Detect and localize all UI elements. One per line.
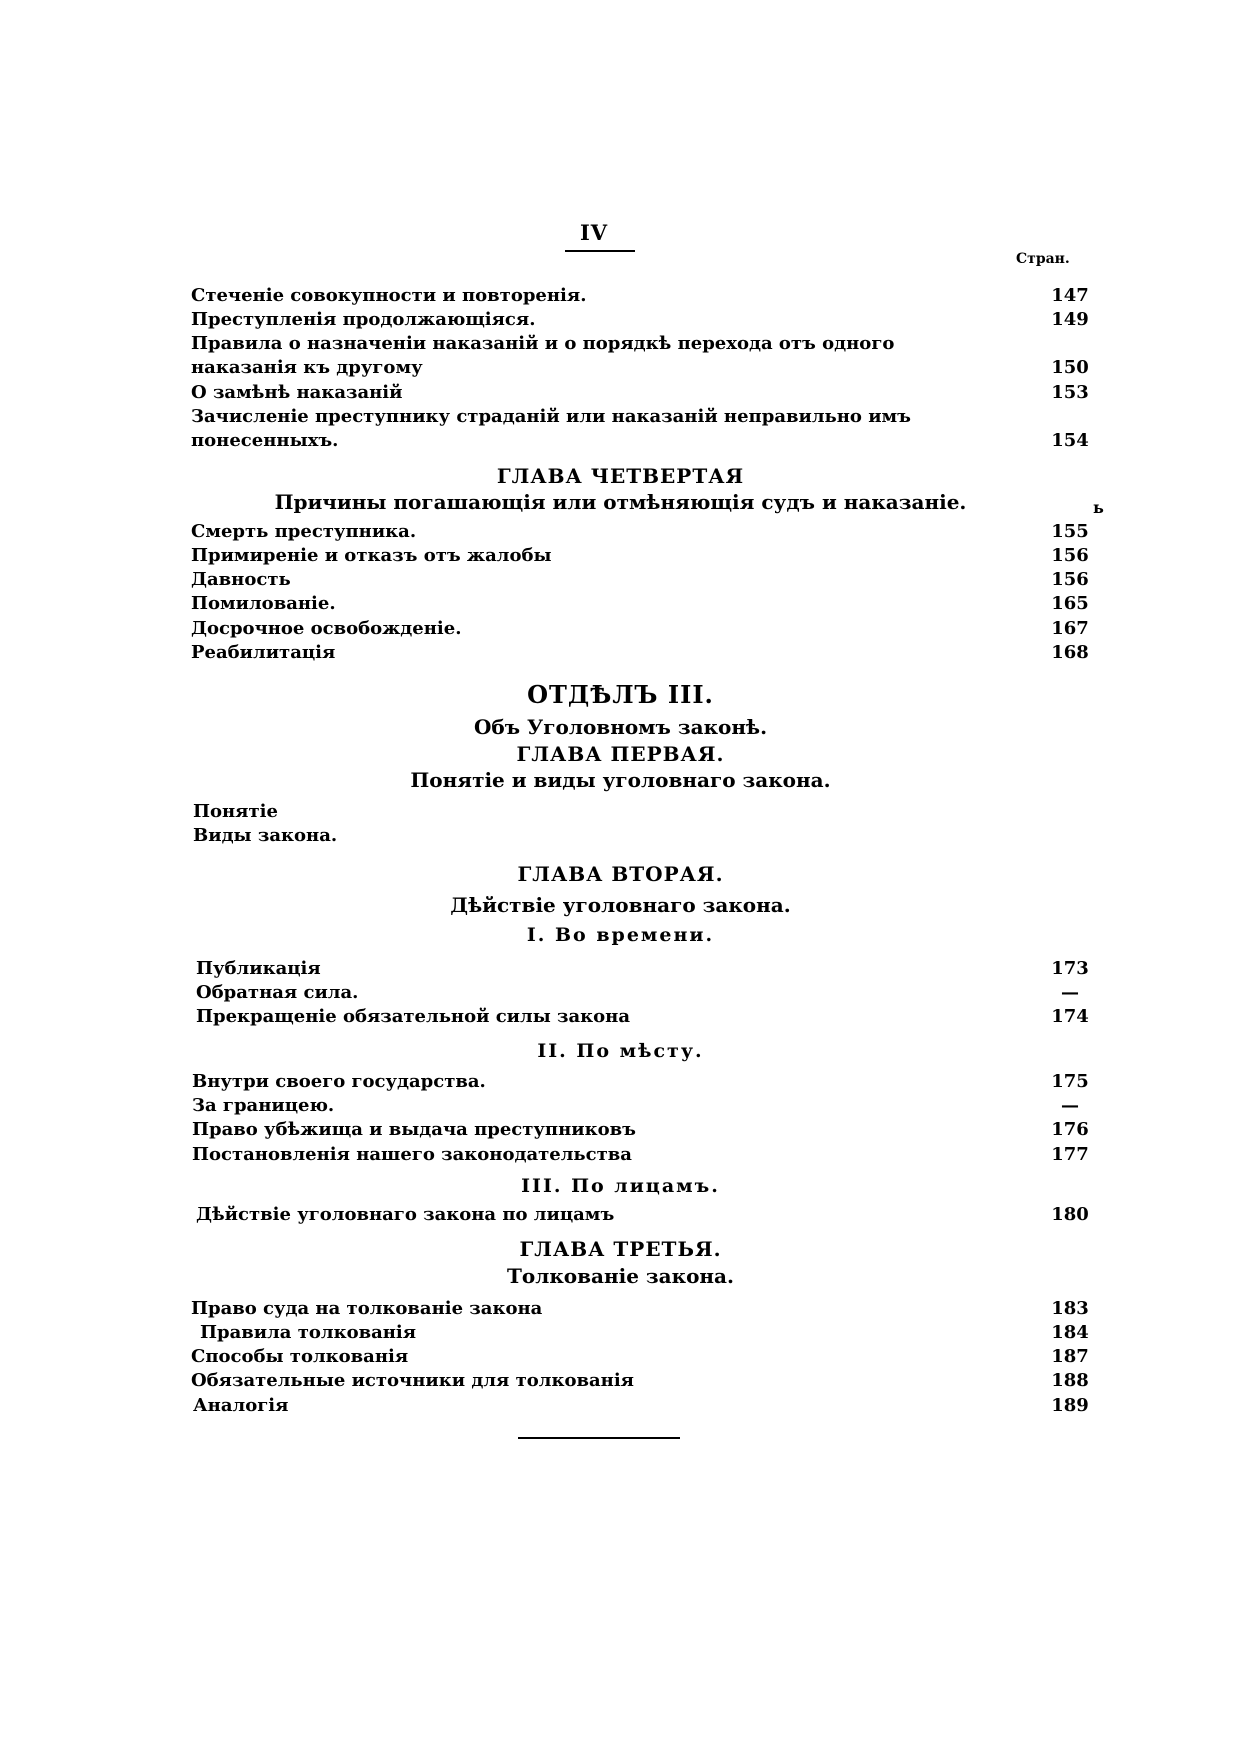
toc-entry-label: Давность bbox=[191, 569, 291, 590]
toc-entry-label: Преступленія продолжающіяся. bbox=[191, 309, 536, 330]
toc-entry bbox=[0, 1297, 1241, 1321]
toc-entry bbox=[0, 824, 1241, 848]
toc-entry-page: 177 bbox=[1051, 1144, 1089, 1165]
toc-entry bbox=[0, 1143, 1241, 1167]
closing-rule bbox=[518, 1437, 680, 1439]
chapter-heading: ГЛАВА ТРЕТЬЯ. bbox=[519, 1237, 722, 1261]
margin-mark: ь bbox=[1093, 498, 1104, 517]
subsection-heading: I. Во времени. bbox=[526, 924, 715, 946]
toc-entry-page: 156 bbox=[1051, 569, 1089, 590]
toc-entry-page: — bbox=[1061, 1095, 1079, 1116]
toc-entry-label: Постановленія нашего законодательства bbox=[192, 1144, 632, 1165]
toc-entry-page: 168 bbox=[1051, 642, 1089, 663]
toc-entry-label: Право убѣжища и выдача преступниковъ bbox=[192, 1119, 636, 1140]
toc-entry bbox=[0, 981, 1241, 1005]
section-subtitle: Объ Уголовномъ законѣ. bbox=[473, 715, 768, 739]
toc-entry bbox=[0, 544, 1241, 568]
toc-entry bbox=[0, 641, 1241, 665]
toc-entry-label: Помилованіе. bbox=[191, 593, 336, 614]
toc-entry-label: наказанія къ другому bbox=[191, 357, 423, 378]
toc-entry bbox=[0, 1094, 1241, 1118]
toc-entry-label: Право суда на толкованіе закона bbox=[191, 1298, 543, 1319]
toc-entry-label: Стеченіе совокупности и повторенія. bbox=[191, 285, 587, 306]
toc-entry-label: Публикація bbox=[196, 958, 321, 979]
toc-entry-label: Досрочное освобожденіе. bbox=[191, 618, 462, 639]
toc-entry bbox=[0, 1118, 1241, 1142]
toc-entry bbox=[0, 356, 1241, 380]
toc-entry bbox=[0, 520, 1241, 544]
toc-entry-label: Примиреніе и отказъ отъ жалобы bbox=[191, 545, 552, 566]
toc-entry bbox=[0, 1345, 1241, 1369]
toc-entry-page: 187 bbox=[1051, 1346, 1089, 1367]
toc-entry-label: Зачисленіе преступнику страданій или наказаній неправильно имъ bbox=[191, 406, 911, 427]
folio-rule bbox=[565, 250, 635, 252]
toc-entry bbox=[0, 1321, 1241, 1345]
toc-entry bbox=[0, 592, 1241, 616]
toc-entry-page: 184 bbox=[1051, 1322, 1089, 1343]
toc-entry-label: Виды закона. bbox=[193, 825, 338, 846]
toc-entry bbox=[0, 1369, 1241, 1393]
chapter-subtitle: Дѣйствіе уголовнаго закона. bbox=[450, 893, 791, 917]
toc-entry-page: 153 bbox=[1051, 382, 1089, 403]
toc-entry bbox=[0, 1005, 1241, 1029]
toc-entry bbox=[0, 800, 1241, 824]
toc-entry-page: 150 bbox=[1051, 357, 1089, 378]
toc-entry-label: Аналогія bbox=[193, 1395, 289, 1416]
toc-entry-page: 156 bbox=[1051, 545, 1089, 566]
toc-entry-page: 173 bbox=[1051, 958, 1089, 979]
chapter-subtitle: Толкованіе закона. bbox=[507, 1264, 734, 1288]
toc-entry-page: — bbox=[1061, 982, 1079, 1003]
section-heading: ОТДѢЛЪ III. bbox=[527, 680, 714, 709]
toc-entry-label: Понятіе bbox=[193, 801, 278, 822]
page-folio: IV bbox=[579, 220, 609, 245]
toc-entry bbox=[0, 429, 1241, 453]
toc-entry-page: 174 bbox=[1051, 1006, 1089, 1027]
toc-entry bbox=[0, 332, 1241, 356]
chapter-subtitle: Понятіе и виды уголовнаго закона. bbox=[410, 768, 831, 792]
toc-entry-page: 180 bbox=[1051, 1204, 1089, 1225]
toc-entry bbox=[0, 405, 1241, 429]
toc-entry bbox=[0, 284, 1241, 308]
chapter-heading: ГЛАВА ЧЕТВЕРТАЯ bbox=[496, 464, 745, 488]
chapter-heading: ГЛАВА ПЕРВАЯ. bbox=[516, 742, 725, 766]
toc-entry-label: О замѣнѣ наказаній bbox=[191, 382, 403, 403]
toc-entry-page: 149 bbox=[1051, 309, 1089, 330]
toc-entry-label: Способы толкованія bbox=[191, 1346, 409, 1367]
toc-entry-label: Обязательные источники для толкованія bbox=[191, 1370, 634, 1391]
toc-entry-label: понесенныхъ. bbox=[191, 430, 339, 451]
subsection-heading: III. По лицамъ. bbox=[521, 1175, 720, 1197]
toc-entry-page: 175 bbox=[1051, 1071, 1089, 1092]
toc-entry-page: 176 bbox=[1051, 1119, 1089, 1140]
toc-entry-page: 188 bbox=[1051, 1370, 1089, 1391]
toc-entry-label: Смерть преступника. bbox=[191, 521, 417, 542]
toc-entry-label: Правила толкованія bbox=[200, 1322, 417, 1343]
toc-entry-page: 154 bbox=[1051, 430, 1089, 451]
toc-entry-page: 183 bbox=[1051, 1298, 1089, 1319]
chapter-subtitle: Причины погашающія или отмѣняющія судъ и наказаніе. bbox=[274, 490, 967, 514]
toc-entry-label: Реабилитація bbox=[191, 642, 336, 663]
toc-entry-label: Внутри своего государства. bbox=[192, 1071, 486, 1092]
toc-entry-page: 189 bbox=[1051, 1395, 1089, 1416]
toc-entry bbox=[0, 1070, 1241, 1094]
toc-entry bbox=[0, 957, 1241, 981]
toc-entry-label: Дѣйствіе уголовнаго закона по лицамъ bbox=[196, 1204, 615, 1225]
toc-entry-label: За границею. bbox=[192, 1095, 335, 1116]
chapter-heading: ГЛАВА ВТОРАЯ. bbox=[517, 862, 724, 886]
toc-entry-label: Правила о назначеніи наказаній и о порядкѣ перехода отъ одного bbox=[191, 333, 895, 354]
toc-entry bbox=[0, 568, 1241, 592]
toc-entry-label: Обратная сила. bbox=[196, 982, 359, 1003]
toc-entry bbox=[0, 381, 1241, 405]
toc-entry-page: 147 bbox=[1051, 285, 1089, 306]
toc-entry-label: Прекращеніе обязательной силы закона bbox=[196, 1006, 631, 1027]
page-column-header: Стран. bbox=[1016, 251, 1070, 267]
toc-entry bbox=[0, 1394, 1241, 1418]
toc-entry bbox=[0, 308, 1241, 332]
toc-entry bbox=[0, 1203, 1241, 1227]
toc-entry bbox=[0, 617, 1241, 641]
toc-entry-page: 167 bbox=[1051, 618, 1089, 639]
subsection-heading: II. По мѣсту. bbox=[537, 1040, 704, 1062]
toc-entry-page: 155 bbox=[1051, 521, 1089, 542]
toc-entry-page: 165 bbox=[1051, 593, 1089, 614]
